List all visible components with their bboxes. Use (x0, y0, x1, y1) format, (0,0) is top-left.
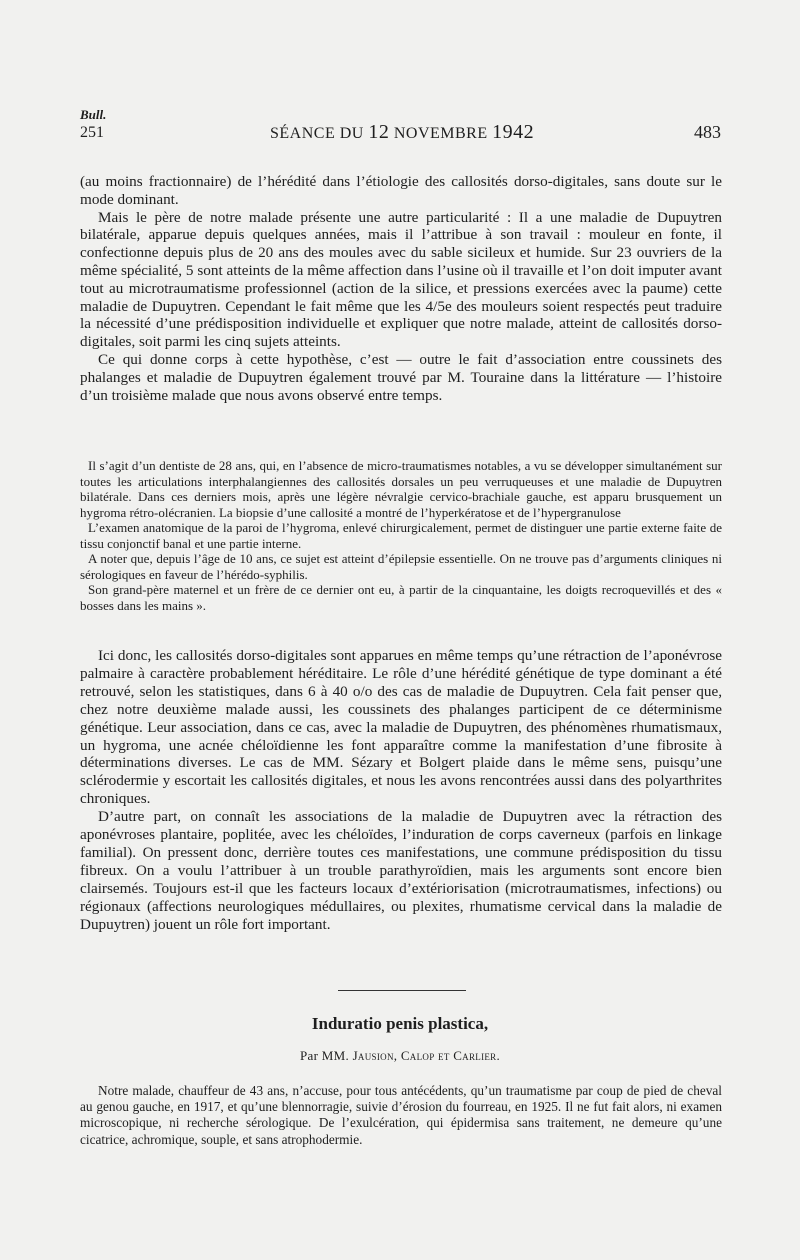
main-text (80, 173, 722, 404)
authors-names: Jausion, Calop et Carlier. (352, 1048, 501, 1063)
volume-folio: 251 (80, 124, 104, 141)
seance-prefix: SÉANCE DU (270, 125, 369, 142)
case-paragraph: Il s’agit d’un dentiste de 28 ans, qui, en l’absence de micro-traumatismes notables, a vu se développer simultanément sur toutes les articulations interphalangiennes des callosités dorsales un peu verruqueuses et une maladie de Dupuytren bilatérale. Dans ces derniers mois, après une légère névralgie cervico-brachiale gauche, est apparu brusquement un hygroma rétro-olécranien. La biopsie d’une callosité a montré de l’hyperkératose et de l’hypergranulose (80, 458, 722, 520)
case-paragraph: A noter que, depuis l’âge de 10 ans, ce sujet est atteint d’épilepsie essentielle. On ne trouve pas d’arguments cliniques ni sérologiques en faveur de l’hérédo-syphilis. (80, 551, 722, 582)
article-title: Induratio penis plastica, (311, 1014, 489, 1033)
article-body (80, 1083, 722, 1148)
paragraph: D’autre part, on connaît les associations de la maladie de Dupuytren avec la rétraction des aponévroses plantaire, poplitée, avec les chéloïdes, l’induration de corps caverneux (parfois en linkage familial). On pressent donc, derrière toutes ces manifestations, une commune prédisposition du tissu fibreux. On a voulu l’attribuer à un trouble parathyroïdien, mais les arguments sont encore bien clairsemés. Toujours est-il que les facteurs locaux d’extériorisation (microtraumatismes, infections) ou régionaux (affections neurologiques médullaires, ou plexites, rhumatisme cervical dans la maladie de Dupuytren) jouent un rôle fort important. (80, 808, 722, 933)
paragraph: Ce qui donne corps à cette hypothèse, c’est — outre le fait d’association entre coussinets des phalanges et maladie de Dupuytren également trouvé par M. Touraine dans la littérature — l’histoire d’un troisième malade que nous avons observé entre temps. (80, 350, 722, 404)
page-number: 483 (694, 122, 721, 142)
seance-year: 1942 (492, 121, 535, 143)
case-report (80, 458, 722, 613)
article-authors (0, 1048, 800, 1064)
paragraph: Notre malade, chauffeur de 43 ans, n’accuse, pour tous antécédents, qu’un traumatisme par coup de pied de cheval au genou gauche, en 1917, et qu’une blennorragie, suivie d’érosion du fourreau, en 1925. Il ne fut fait alors, ni examen microscopique, ni recherche sérologique. De l’exulcération, qui épidermisa sans traitement, ne demeure qu’une cicatrice, achromique, souple, et sans atrophodermie. (80, 1083, 722, 1147)
paragraph: (au moins fractionnaire) de l’hérédité dans l’étiologie des callosités dorso-digitales, sans doute sur le mode dominant. (80, 173, 722, 208)
paragraph: Mais le père de notre malade présente une autre particularité : Il a une maladie de Dupuytren bilatérale, apparue depuis quelques années, mais il l’attribue à son travail : mouleur en fonte, il confectionne depuis plus de 20 ans des moules avec du sable sicileux et humide. Sur 23 ouvriers de la même spécialité, 5 sont atteints de la même affection dans l’usine où il travaille et l’on doit imputer avant tout au microtraumatisme professionnel (action de la silice, et pressions exercées avec la paume) cette maladie de Dupuytren. Cependant le fait même que les 4/5e des mouleurs soient respectés peut traduire la nécessité d’une prédisposition individuelle et expliquer que notre malade, atteint de callosités dorso-digitales, soit parmi les cinq sujets atteints. (80, 208, 722, 351)
bulletin-abbrev: Bull. (80, 107, 107, 122)
paragraph: Ici donc, les callosités dorso-digitales sont apparues en même temps qu’une rétraction de l’aponévrose palmaire à caractère probablement héréditaire. Le rôle d’une hérédité génétique de type dominant a été retrouvé, selon les statistiques, dans 6 à 40 o/o des cas de maladie de Dupuytren. Cela fait penser que, chez notre deuxième malade aussi, les coussinets des phalanges participent de ce déterminisme génétique. Leur association, dans ce cas, avec la maladie de Dupuytren, des phénomènes rhumatismaux, un hygroma, une acnée chéloïdienne les font apparaître comme la manifestation d’une fibrosite à déterminations diverses. Le cas de MM. Sézary et Bolgert plaide dans le même sens, puisqu’une sclérodermie y escortait les callosités digitales, et nous les avons rencontrées aussi dans des polyarthrites chroniques. (80, 647, 722, 808)
discussion-text (80, 647, 722, 934)
section-divider (338, 990, 466, 991)
seance-month: NOVEMBRE (389, 125, 493, 142)
seance-day: 12 (368, 121, 390, 143)
case-paragraph: L’examen anatomique de la paroi de l’hygroma, enlevé chirurgicalement, permet de distinguer une partie externe faite de tissu conjonctif banal et une partie interne. (80, 520, 722, 551)
authors-prefix: Par MM. (299, 1048, 353, 1063)
case-paragraph: Son grand-père maternel et un frère de ce dernier ont eu, à partir de la cinquantaine, les doigts recroquevillés et des « bosses dans les mains ». (80, 582, 722, 613)
running-head (270, 121, 534, 144)
